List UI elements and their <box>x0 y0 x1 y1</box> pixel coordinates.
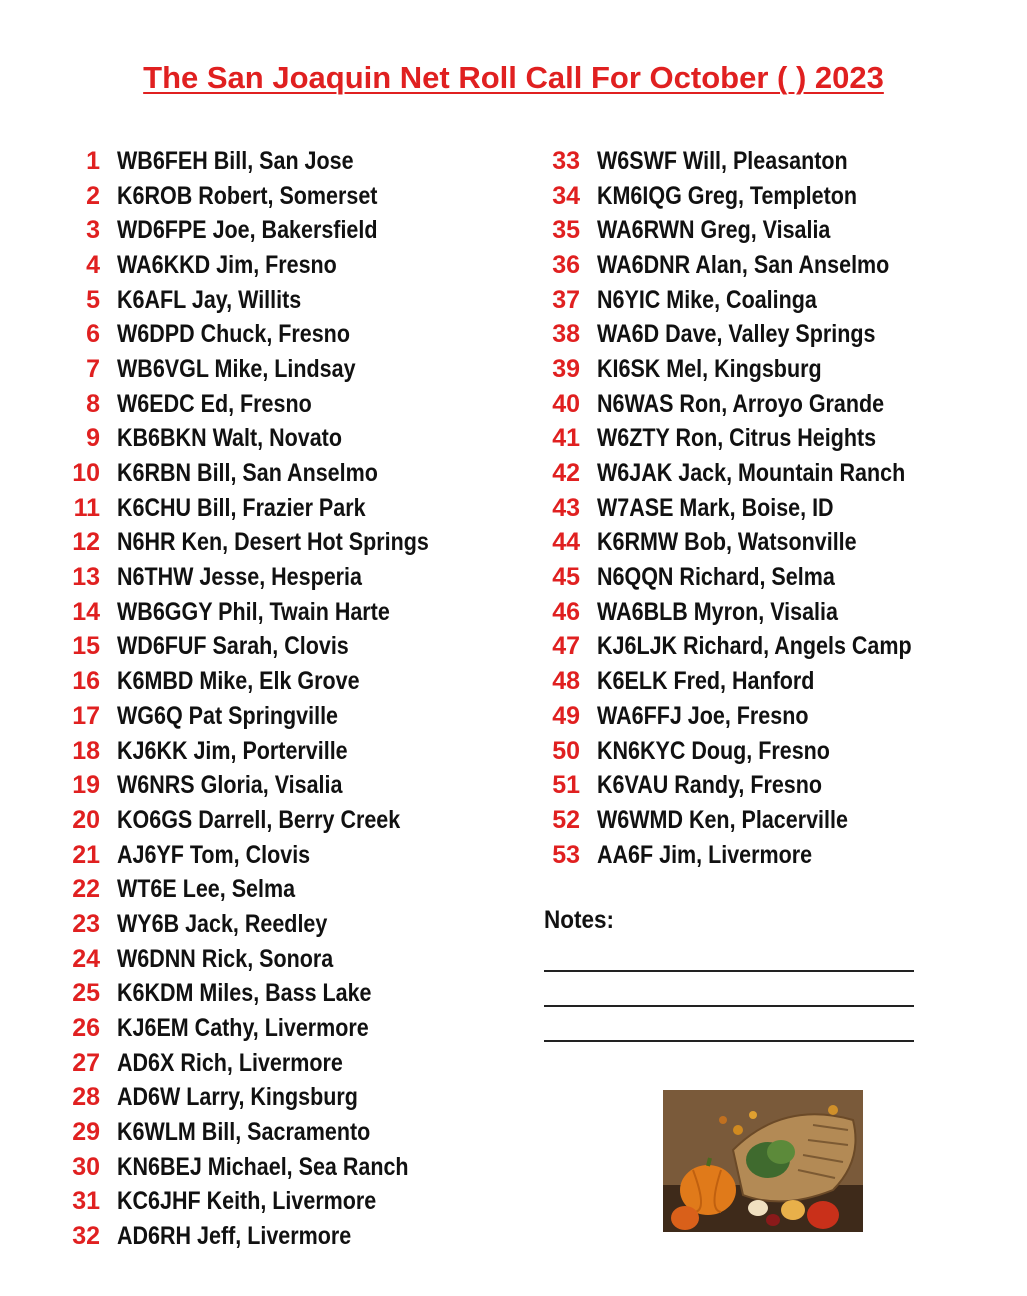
roster-entry <box>60 422 480 457</box>
entry-callsign-name: KB6BKN Walt, Novato <box>117 424 342 453</box>
entry-number: 44 <box>552 528 580 557</box>
roster-entry <box>60 630 480 665</box>
entry-callsign-name: WY6B Jack, Reedley <box>117 909 328 938</box>
entry-callsign-name: AA6F Jim, Livermore <box>597 840 813 869</box>
entry-callsign-name: K6KDM Miles, Bass Lake <box>117 979 372 1008</box>
roster-entry <box>60 179 480 214</box>
entry-number: 13 <box>72 563 100 592</box>
roster-entry <box>540 213 963 248</box>
entry-number: 12 <box>72 528 100 557</box>
roster-entry <box>60 1219 480 1254</box>
notes-line[interactable] <box>544 1040 914 1042</box>
entry-number: 51 <box>552 771 580 800</box>
entry-number: 31 <box>72 1187 100 1216</box>
entry-callsign-name: K6ELK Fred, Hanford <box>597 667 815 696</box>
entry-callsign-name: WB6FEH Bill, San Jose <box>117 146 354 175</box>
roster-entry <box>60 734 480 769</box>
entry-number: 46 <box>552 597 580 626</box>
entry-number: 53 <box>552 840 580 869</box>
roster-entry <box>60 1185 480 1220</box>
roster-right-column <box>540 144 963 872</box>
entry-number: 27 <box>72 1048 100 1077</box>
entry-number: 14 <box>72 597 100 626</box>
entry-number: 23 <box>72 909 100 938</box>
entry-number: 26 <box>72 1014 100 1043</box>
roster-entry <box>60 144 480 179</box>
entry-number: 22 <box>72 875 100 904</box>
entry-number: 11 <box>73 493 100 522</box>
title-text: The San Joaquin Net Roll Call For October ( ) 2023 <box>143 60 884 95</box>
entry-callsign-name: WA6KKD Jim, Fresno <box>117 250 337 279</box>
entry-number: 47 <box>552 632 580 661</box>
entry-callsign-name: N6WAS Ron, Arroyo Grande <box>597 389 885 418</box>
roster-entry <box>540 803 963 838</box>
roster-entry <box>60 456 480 491</box>
entry-number: 16 <box>72 667 100 696</box>
entry-number: 19 <box>72 771 100 800</box>
roster-entry <box>60 1150 480 1185</box>
entry-callsign-name: K6MBD Mike, Elk Grove <box>117 667 360 696</box>
roster-entry <box>60 248 480 283</box>
roster-entry <box>60 768 480 803</box>
roster-left-column <box>60 144 480 1254</box>
entry-callsign-name: KN6BEJ Michael, Sea Ranch <box>117 1152 409 1181</box>
entry-callsign-name: KO6GS Darrell, Berry Creek <box>117 805 401 834</box>
entry-number: 10 <box>72 459 100 488</box>
roster-entry <box>60 872 480 907</box>
entry-number: 35 <box>552 216 580 245</box>
entry-callsign-name: N6THW Jesse, Hesperia <box>117 563 362 592</box>
entry-number: 29 <box>72 1118 100 1147</box>
roster-entry <box>540 526 963 561</box>
roster-entry <box>60 1046 480 1081</box>
entry-number: 48 <box>552 667 580 696</box>
entry-number: 34 <box>552 181 580 210</box>
entry-number: 37 <box>552 285 580 314</box>
entry-callsign-name: W6JAK Jack, Mountain Ranch <box>597 459 906 488</box>
entry-callsign-name: WB6VGL Mike, Lindsay <box>117 354 356 383</box>
roster-entry <box>540 179 963 214</box>
entry-number: 39 <box>552 354 580 383</box>
entry-number: 49 <box>552 701 580 730</box>
roster-entry <box>540 491 963 526</box>
roster-entry <box>540 768 963 803</box>
roster-entry <box>540 838 963 873</box>
entry-callsign-name: WD6FUF Sarah, Clovis <box>117 632 349 661</box>
entry-number: 17 <box>72 701 100 730</box>
roster-entry <box>60 526 480 561</box>
entry-number: 52 <box>552 805 580 834</box>
entry-number: 30 <box>72 1152 100 1181</box>
entry-number: 21 <box>72 840 100 869</box>
roster-entry <box>540 664 963 699</box>
entry-callsign-name: WD6FPE Joe, Bakersfield <box>117 216 378 245</box>
entry-callsign-name: AD6X Rich, Livermore <box>117 1048 343 1077</box>
entry-number: 20 <box>72 805 100 834</box>
entry-number: 50 <box>552 736 580 765</box>
entry-callsign-name: W6DPD Chuck, Fresno <box>117 320 350 349</box>
roster-entry <box>540 144 963 179</box>
entry-callsign-name: AD6RH Jeff, Livermore <box>117 1222 352 1251</box>
roster-entry <box>540 595 963 630</box>
entry-number: 18 <box>72 736 100 765</box>
entry-callsign-name: WA6BLB Myron, Visalia <box>597 597 838 626</box>
entry-callsign-name: KJ6LJK Richard, Angels Camp <box>597 632 912 661</box>
entry-callsign-name: WA6FFJ Joe, Fresno <box>597 701 809 730</box>
roster-entry <box>60 977 480 1012</box>
entry-callsign-name: KN6KYC Doug, Fresno <box>597 736 830 765</box>
page-title <box>0 60 1027 96</box>
entry-number: 36 <box>552 250 580 279</box>
roster-entry <box>540 630 963 665</box>
entry-callsign-name: KJ6KK Jim, Porterville <box>117 736 348 765</box>
roster-entry <box>60 838 480 873</box>
entry-number: 4 <box>86 250 100 279</box>
entry-callsign-name: W7ASE Mark, Boise, ID <box>597 493 834 522</box>
roster-entry <box>60 352 480 387</box>
roster-entry <box>540 560 963 595</box>
entry-callsign-name: K6ROB Robert, Somerset <box>117 181 378 210</box>
cornucopia-illustration <box>663 1090 863 1232</box>
entry-number: 33 <box>552 146 580 175</box>
roster-entry <box>60 491 480 526</box>
entry-callsign-name: N6HR Ken, Desert Hot Springs <box>117 528 429 557</box>
roster-entry <box>540 734 963 769</box>
entry-number: 8 <box>86 389 100 418</box>
roster-entry <box>60 1115 480 1150</box>
entry-number: 25 <box>72 979 100 1008</box>
entry-number: 38 <box>552 320 580 349</box>
entry-number: 6 <box>86 320 100 349</box>
entry-callsign-name: KM6IQG Greg, Templeton <box>597 181 858 210</box>
entry-callsign-name: K6RBN Bill, San Anselmo <box>117 459 378 488</box>
entry-number: 40 <box>552 389 580 418</box>
entry-number: 45 <box>552 563 580 592</box>
roster-entry <box>60 907 480 942</box>
notes-line[interactable] <box>544 1005 914 1007</box>
roster-entry <box>540 283 963 318</box>
entry-callsign-name: KC6JHF Keith, Livermore <box>117 1187 377 1216</box>
roster-entry <box>60 1011 480 1046</box>
entry-callsign-name: W6EDC Ed, Fresno <box>117 389 312 418</box>
entry-callsign-name: AD6W Larry, Kingsburg <box>117 1083 358 1112</box>
entry-callsign-name: KJ6EM Cathy, Livermore <box>117 1014 369 1043</box>
entry-callsign-name: K6CHU Bill, Frazier Park <box>117 493 366 522</box>
entry-number: 42 <box>552 459 580 488</box>
entry-callsign-name: WB6GGY Phil, Twain Harte <box>117 597 390 626</box>
roster-entry <box>540 352 963 387</box>
roster-entry <box>60 664 480 699</box>
roster-entry <box>540 387 963 422</box>
entry-number: 3 <box>86 216 100 245</box>
entry-number: 24 <box>72 944 100 973</box>
entry-callsign-name: WT6E Lee, Selma <box>117 875 296 904</box>
entry-number: 32 <box>72 1222 100 1251</box>
roster-entry <box>60 283 480 318</box>
entry-callsign-name: WG6Q Pat Springville <box>117 701 339 730</box>
roster-entry <box>60 560 480 595</box>
entry-callsign-name: W6NRS Gloria, Visalia <box>117 771 343 800</box>
roster-entry <box>60 595 480 630</box>
roster-entry <box>540 248 963 283</box>
entry-number: 7 <box>86 354 100 383</box>
entry-callsign-name: K6VAU Randy, Fresno <box>597 771 822 800</box>
entry-number: 1 <box>86 146 100 175</box>
entry-callsign-name: W6ZTY Ron, Citrus Heights <box>597 424 877 453</box>
entry-callsign-name: N6QQN Richard, Selma <box>597 563 835 592</box>
roster-entry <box>60 699 480 734</box>
roster-entry <box>540 456 963 491</box>
entry-number: 2 <box>86 181 100 210</box>
roster-entry <box>60 213 480 248</box>
entry-number: 28 <box>72 1083 100 1112</box>
roster-entry <box>60 942 480 977</box>
entry-callsign-name: K6WLM Bill, Sacramento <box>117 1118 371 1147</box>
roster-entry <box>60 1081 480 1116</box>
entry-callsign-name: W6WMD Ken, Placerville <box>597 805 848 834</box>
roster-entry <box>60 803 480 838</box>
entry-number: 5 <box>86 285 100 314</box>
entry-number: 15 <box>72 632 100 661</box>
entry-callsign-name: K6RMW Bob, Watsonville <box>597 528 857 557</box>
entry-callsign-name: W6SWF Will, Pleasanton <box>597 146 848 175</box>
entry-callsign-name: WA6RWN Greg, Visalia <box>597 216 831 245</box>
roster-entry <box>60 387 480 422</box>
entry-number: 43 <box>552 493 580 522</box>
notes-label: Notes: <box>544 906 615 934</box>
entry-callsign-name: W6DNN Rick, Sonora <box>117 944 334 973</box>
entry-callsign-name: WA6D Dave, Valley Springs <box>597 320 876 349</box>
harvest-cornucopia-image <box>663 1090 863 1232</box>
entry-callsign-name: KI6SK Mel, Kingsburg <box>597 354 822 383</box>
entry-callsign-name: N6YIC Mike, Coalinga <box>597 285 817 314</box>
notes-line[interactable] <box>544 970 914 972</box>
entry-callsign-name: AJ6YF Tom, Clovis <box>117 840 311 869</box>
entry-callsign-name: WA6DNR Alan, San Anselmo <box>597 250 890 279</box>
entry-number: 9 <box>86 424 100 453</box>
entry-number: 41 <box>552 424 580 453</box>
roster-entry <box>540 422 963 457</box>
roster-entry <box>540 699 963 734</box>
entry-callsign-name: K6AFL Jay, Willits <box>117 285 302 314</box>
roster-entry <box>60 317 480 352</box>
roster-entry <box>540 317 963 352</box>
